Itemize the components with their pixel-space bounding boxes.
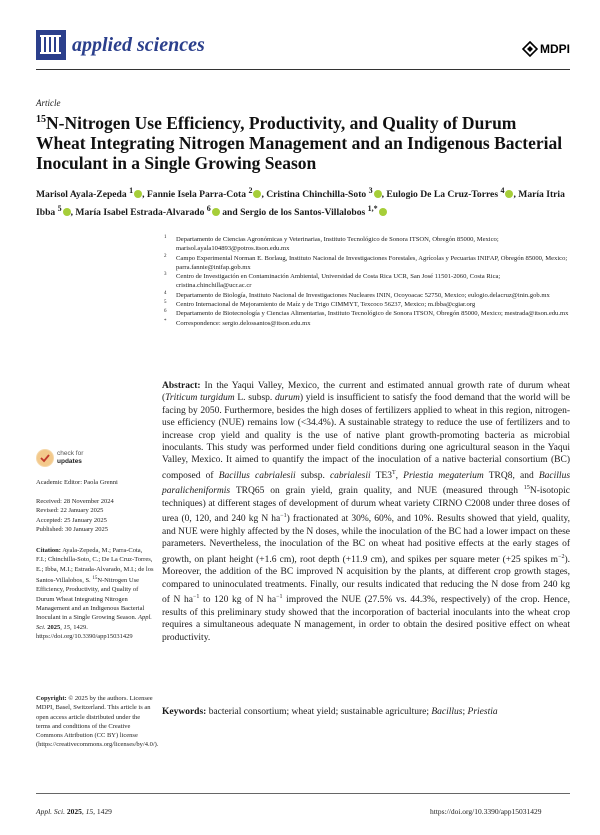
- received-date: Received: 28 November 2024: [36, 498, 114, 505]
- author[interactable]: Cristina Chinchilla-Soto $^3$ ,: [266, 186, 387, 201]
- copyright: Copyright: © 2025 by the authors. Licensee MDPI, Basel, Switzerland. This article is an open access article distributed under the terms and conditions of the Creative Commons Attribution (CC BY) license (https://creativecommons.org/licenses/by/4.0/).: [36, 695, 159, 749]
- check-updates-line1: check for: [57, 450, 84, 457]
- keywords-label: Keywords:: [162, 707, 207, 717]
- affiliation: 5 Centro Internacional de Mejoramiento de Maíz y de Trigo CIMMYT, Texcoco 56237, Mexico; m.ibba@cgiar.org: [164, 300, 476, 309]
- orcid-icon[interactable]: [505, 190, 513, 198]
- abstract: Abstract: In the Yaqui Valley, Mexico, the current and estimated annual growth rate of durum wheat (Triticum turgidum L. subsp. durum) yield is insufficient to satisfy the food demand that the world will be facing by 2050. Furthermore, besides the high doses of fertilizers applied to wheat in this region, nitrogen-use efficiency (NUE) remains low (<34.4%). A sustainable strategy to reduce the use of fertilizers and to increase crop yield and quality is the use of native plant growth-promoting bacteria as microbial inoculants. This study was performed under field conditions during one agricultural season in the Yaqui Valley, Mexico. It aimed to quantify the impact of the inoculation of a native bacterial consortium (BC) composed of Bacillus cabrialesii subsp. cabrialesii $TE3^T$, Priestia megaterium TRQ8, and Bacillus paralicheniformis TRQ65 on grain yield, grain quality, and NUE (measured through $^{15}$N-isotopic techniques) at different stages of development of durum wheat variety CIRNO C2008 under three doses of urea (0, 120, and 240 kg N $ha^{-1}$) fractionated at 30%, 60%, and 10%. Results showed that yield, quality, and NUE were highly affected by the N doses, while the inoculation of the BC had a lower impact on these parameters. Nevertheless, the inoculation of the BC on wheat had positive effects at the early stages of growth, on plant height (+1.6 cm), root depth (+11.9 cm), and spikes per square meter (+25 spikes $m^{-2}$). Moreover, the addition of the BC improved N acquisition by the plants, at different crop growth stages, compared to uninoculated treatments. Finally, our results indicated that reducing the N dose from 240 kg of N $ha^{-1}$ to 120 kg of N $ha^{-1}$ improved the NUE (27.5% vs. 44.3%, respectively) of the crop. Hence, results of this preliminary study showed that the incorporation of bacterial inoculants into the wheat crop requires a simultaneous adequate N management, in order to obtain the desired positive effect on wheat productivity.: [162, 381, 571, 643]
- correspondence: * Correspondence: sergio.delossantos@itson.edu.mx: [164, 318, 311, 327]
- revised-date: Revised: 22 January 2025: [36, 507, 104, 515]
- orcid-icon[interactable]: [379, 208, 387, 216]
- academic-editor: Academic Editor: Paola Grenni: [36, 479, 118, 486]
- abstract-label: Abstract:: [162, 381, 201, 391]
- publisher-logo[interactable]: [522, 41, 570, 59]
- title-text: N-Nitrogen Use Efficiency, Productivity, and Quality of Durum Wheat Integrating Nitrogen Management and an Indigenous Bacterial Inoculant in a Single Growing Season: [36, 112, 563, 173]
- citation-doi-link[interactable]: , 1429. https://doi.org/10.3390/app15031429: [36, 623, 133, 640]
- affiliation: 6 Departamento de Biotecnología y Ciencias Alimentarias, Instituto Tecnológico de Sonora ITSON, Obregón 85000, Mexico; mestrada@itson.edu.mx: [164, 309, 569, 318]
- mdpi-icon: [522, 41, 538, 57]
- orcid-icon[interactable]: [253, 190, 261, 198]
- header-rule: [36, 69, 570, 70]
- article-type: Article: [36, 98, 61, 108]
- affiliation: 2 Campo Experimental Norman E. Borlaug, Instituto Nacional de Investigaciones Forestales, Agrícolas y Pecuarias INIFAP, Obregón 85000, Mexico; parra.fannie@inifap.gob.mx: [164, 253, 568, 271]
- orcid-icon[interactable]: [212, 208, 220, 216]
- author[interactable]: María Isabel Estrada-Alvarado $^6$ and: [75, 204, 241, 219]
- author-list: [36, 184, 570, 220]
- published-date: Published: 30 January 2025: [36, 525, 109, 533]
- publisher-name: MDPI: [540, 42, 570, 56]
- journal-name[interactable]: applied sciences: [72, 34, 205, 56]
- title-isotope-sup: 15: [36, 114, 46, 125]
- footer-rule: [36, 793, 570, 794]
- license-link[interactable]: © 2025 by the authors. Licensee MDPI, Basel, Switzerland. This article is an open access article distributed under the terms and conditions of the Creative Commons Attribution (CC BY) license (https://creativecommons.org/licenses/by/4.0/).: [36, 695, 159, 749]
- affiliation: 4 Departamento de Biología, Instituto Nacional de Investigaciones Nucleares ININ, Ocoyoacac 52750, Mexico; eulogio.delacruz@inin.gob.mx: [164, 290, 550, 299]
- affiliation-list: [162, 235, 572, 328]
- check-updates-line2: updates: [57, 457, 82, 465]
- affiliation: 1 Departamento de Ciencias Agronómicas y Veterinarias, Instituto Tecnológico de Sonora ITSON, Obregón 85000, Mexico; marisol.ayala104893@potros.itson.edu.mx: [164, 235, 499, 253]
- footer-doi-link[interactable]: https://doi.org/10.3390/app15031429: [430, 807, 542, 816]
- dates: [36, 497, 154, 534]
- author[interactable]: Eulogio De La Cruz-Torres $^4$ ,: [386, 186, 519, 201]
- journal-logo: [36, 30, 66, 60]
- journal-logo-icon: [36, 30, 66, 60]
- keywords: Keywords: bacterial consortium; wheat yield; sustainable agriculture; Bacillus; Priestia: [162, 707, 498, 717]
- orcid-icon[interactable]: [63, 208, 71, 216]
- orcid-icon[interactable]: [374, 190, 382, 198]
- affiliation: 3 Centro de Investigación en Contaminación Ambiental, Universidad de Costa Rica UCR, San José 11501-2060, Costa Rica; cristina.chinchilla@ucr.ac.cr: [164, 272, 501, 290]
- author[interactable]: Fannie Isela Parra-Cota $^2$ ,: [146, 186, 267, 201]
- author[interactable]: María Itria Ibba $^5$ ,: [36, 189, 565, 219]
- citation: Citation: Ayala-Zepeda, M.; Parra-Cota, F.I.; Chinchilla-Soto, C.; De La Cruz-Torres, E.; Ibba, M.I.; Estrada-Alvarado, M.I.; de los Santos-Villalobos, S. $^{15}$N-Nitrogen Use Efficiency, Productivity, and Quality of Durum Wheat Integrating Nitrogen Management and an Indigenous Bacterial Inoculant in a Single Growing Season. Appl. Sci. 2025, 15, 1429. https://doi.org/10.3390/app15031429: [36, 547, 154, 640]
- author[interactable]: Sergio de los Santos-Villalobos $^{1,*}$: [240, 207, 387, 218]
- check-for-updates-button[interactable]: [36, 449, 116, 469]
- article-title: [36, 110, 570, 173]
- accepted-date: Accepted: 25 January 2025: [36, 516, 107, 524]
- author[interactable]: Marisol Ayala-Zepeda $^1$ ,: [36, 186, 147, 201]
- footer-citation: Appl. Sci. 2025, 15, 1429: [36, 807, 112, 816]
- orcid-icon[interactable]: [134, 190, 142, 198]
- check-updates-icon: [36, 449, 54, 467]
